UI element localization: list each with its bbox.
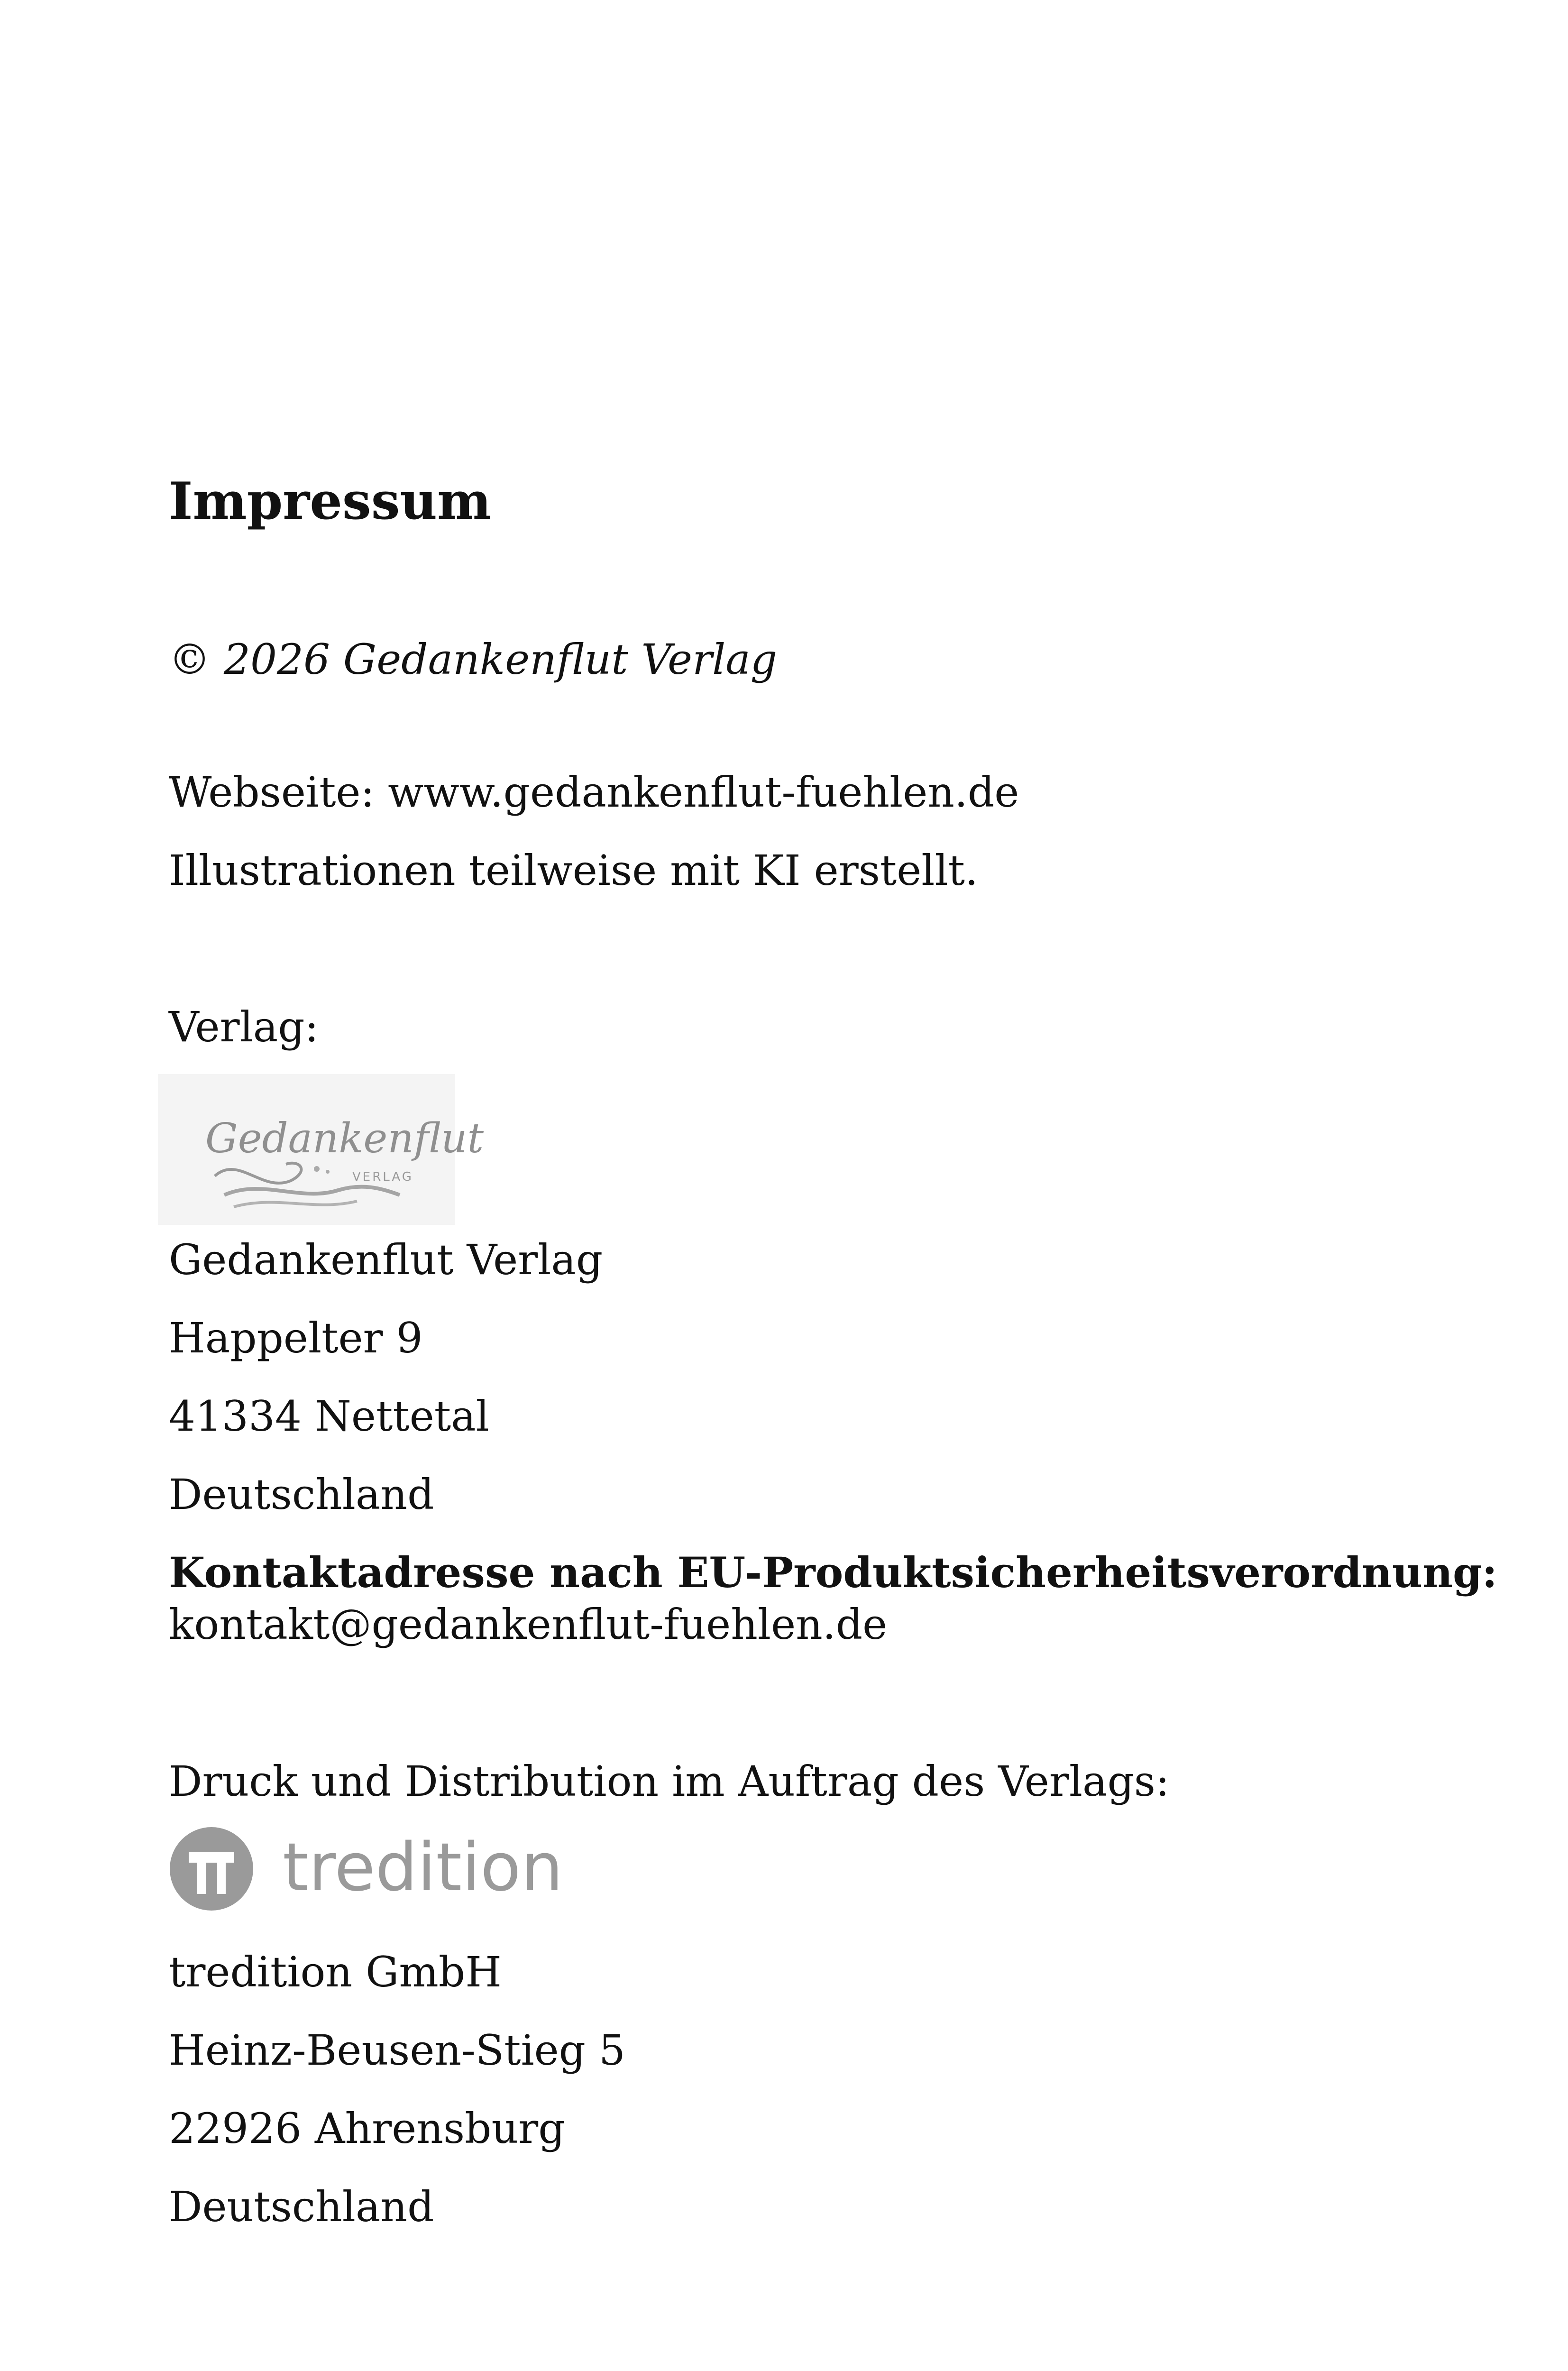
contact-email: kontakt@gedankenflut-fuehlen.de: [169, 1600, 888, 1649]
printer-country: Deutschland: [169, 2182, 434, 2231]
copyright-line: © 2026 Gedankenflut Verlag: [169, 635, 778, 684]
printer-label: Druck und Distribution im Auftrag des Verlags:: [169, 1757, 1170, 1806]
gedankenflut-logo-subline: VERLAG: [352, 1170, 413, 1184]
tredition-logo-icon: [169, 1824, 586, 1914]
website-line: Webseite: www.gedankenflut-fuehlen.de: [169, 768, 1019, 817]
publisher-label: Verlag:: [169, 1002, 319, 1051]
printer-street: Heinz-Beusen-Stieg 5: [169, 2026, 625, 2075]
printer-name: tredition GmbH: [169, 1948, 502, 1996]
gedankenflut-logo-wordmark: Gedankenflut: [205, 1115, 484, 1162]
contact-label: Kontaktadresse nach EU-Produktsicherheitsverordnung:: [169, 1548, 1497, 1597]
publisher-street: Happelter 9: [169, 1314, 423, 1362]
publisher-country: Deutschland: [169, 1470, 434, 1519]
gedankenflut-logo-icon: [158, 1074, 484, 1225]
page-title: Impressum: [169, 471, 492, 531]
publisher-name: Gedankenflut Verlag: [169, 1235, 603, 1284]
tredition-logo-wordmark: tredition: [283, 1829, 563, 1906]
publisher-city: 41334 Nettetal: [169, 1392, 489, 1441]
illustrations-note: Illustrationen teilweise mit KI erstellt.: [169, 846, 978, 895]
printer-city: 22926 Ahrensburg: [169, 2104, 565, 2153]
